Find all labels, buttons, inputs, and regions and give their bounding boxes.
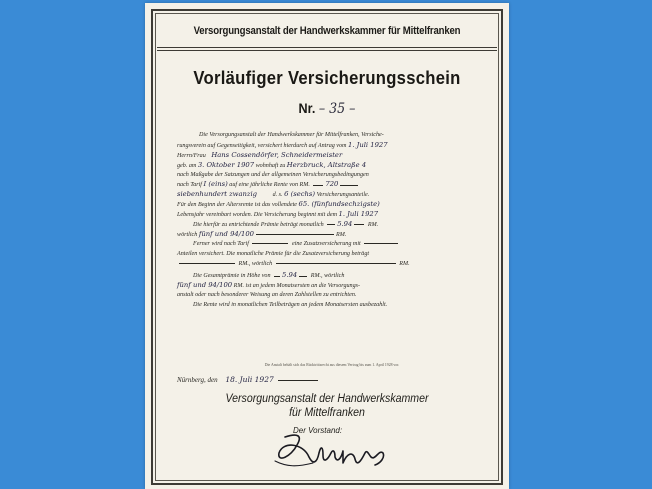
monthly-premium-words: fünf und 94/100: [198, 229, 254, 238]
header-divider: [157, 47, 497, 48]
retirement-age: 65. (fünfundsechzigste): [298, 200, 380, 209]
share-count: 6 (sechs): [284, 190, 316, 199]
number-value: – 35 –: [318, 101, 356, 117]
insured-name: Hans Cossendörfer, Schneidermeister: [211, 150, 343, 159]
body-line: nach Maßgabe der Satzungen und der allgemeinen Versicherungsbedingungen: [177, 171, 369, 178]
board-label: Der Vorstand:: [293, 426, 343, 435]
tariff-value: I (eins): [203, 180, 228, 189]
body-line: Anteilen versichert. Die monatliche Prämie für die Zusatzversicherung beträgt: [177, 250, 370, 257]
body-line: Die Versorgungsanstalt der Handwerkskammer für Mittelfranken, Versiche-: [199, 132, 384, 138]
body-line: Für den Beginn der Altersrente ist das vollendete 65. (fünfundsechzigste): [177, 200, 380, 209]
body-line: nach Tarif I (eins) auf eine jährliche Rente von RM. 720: [177, 180, 487, 190]
body-line: rungsverein auf Gegenseitigkeit, versichert hierdurch auf Antrag vom 1. Juli 1927: [177, 140, 388, 149]
issuer-footer: Versorgungsanstalt der Handwerkskammer für Mittelfranken: [225, 393, 429, 419]
body-line: RM., wörtlich RM.: [177, 260, 487, 270]
body-line: wörtlich fünf und 94/100 RM.: [177, 229, 347, 238]
body-line: Herrn/Frau Hans Cossendörfer, Schneidermeister: [177, 150, 343, 159]
total-premium: 5.94: [282, 271, 298, 280]
body-line: geb. am 3. Oktober 1907 wohnhaft zu Herzbruck, Altstraße 4: [177, 160, 367, 169]
body-line: siebenhundert zwanzig d. s. 6 (sechs) Versicherungsanteile.: [177, 190, 370, 199]
body-line: Ferner wird nach Tarif eine Zusatzversicherung mit: [177, 240, 487, 250]
body-line: Die Rente wird in monatlichen Teilbeträgen an jedem Monatsersten ausbezahlt.: [193, 302, 388, 309]
certificate-document: [145, 3, 509, 489]
place-date: Nürnberg, den 18. Juli 1927: [177, 375, 320, 384]
institution-header: Versorgungsanstalt der Handwerkskammer für Mittelfranken: [193, 25, 461, 37]
small-print: Die Anstalt behält sich das Rücktrittsrecht aus diesem Vertrag bis zum 1. April 1928 vor.: [264, 363, 400, 367]
application-date: 1. Juli 1927: [348, 140, 388, 149]
number-label: Nr.: [298, 100, 316, 116]
header-divider-secondary: [157, 50, 497, 51]
annual-pension: 720: [325, 180, 339, 189]
total-premium-words: fünf und 94/100: [177, 281, 233, 290]
certificate-body: [177, 131, 487, 311]
start-date: 1. Juli 1927: [338, 210, 379, 219]
issue-date: 18. Juli 1927: [225, 375, 274, 384]
body-line: Lebensjahr vereinbart worden. Die Versicherung beginnt mit dem 1. Juli 1927: [177, 210, 379, 219]
signature-image: [257, 423, 407, 473]
body-line: anstalt oder nach besonderer Weisung an deren Zahlstellen zu entrichten.: [177, 292, 357, 299]
body-line: Die hierfür zu entrichtende Prämie beträgt monatlich 5.94 RM.: [193, 220, 379, 229]
annual-pension-words: siebenhundert zwanzig: [177, 190, 258, 199]
body-line: fünf und 94/100 RM. ist an jedem Monatsersten an die Versorgungs-: [177, 281, 361, 290]
body-line: Die Gesamtprämie in Höhe von 5.94 RM., wörtlich: [193, 271, 345, 280]
certificate-number: [163, 100, 491, 117]
monthly-premium: 5.94: [337, 220, 353, 229]
birth-date: 3. Oktober 1907: [197, 160, 255, 169]
document-title: Vorläufiger Versicherungsschein: [193, 67, 461, 88]
residence: Herzbruck, Altstraße 4: [286, 160, 367, 169]
